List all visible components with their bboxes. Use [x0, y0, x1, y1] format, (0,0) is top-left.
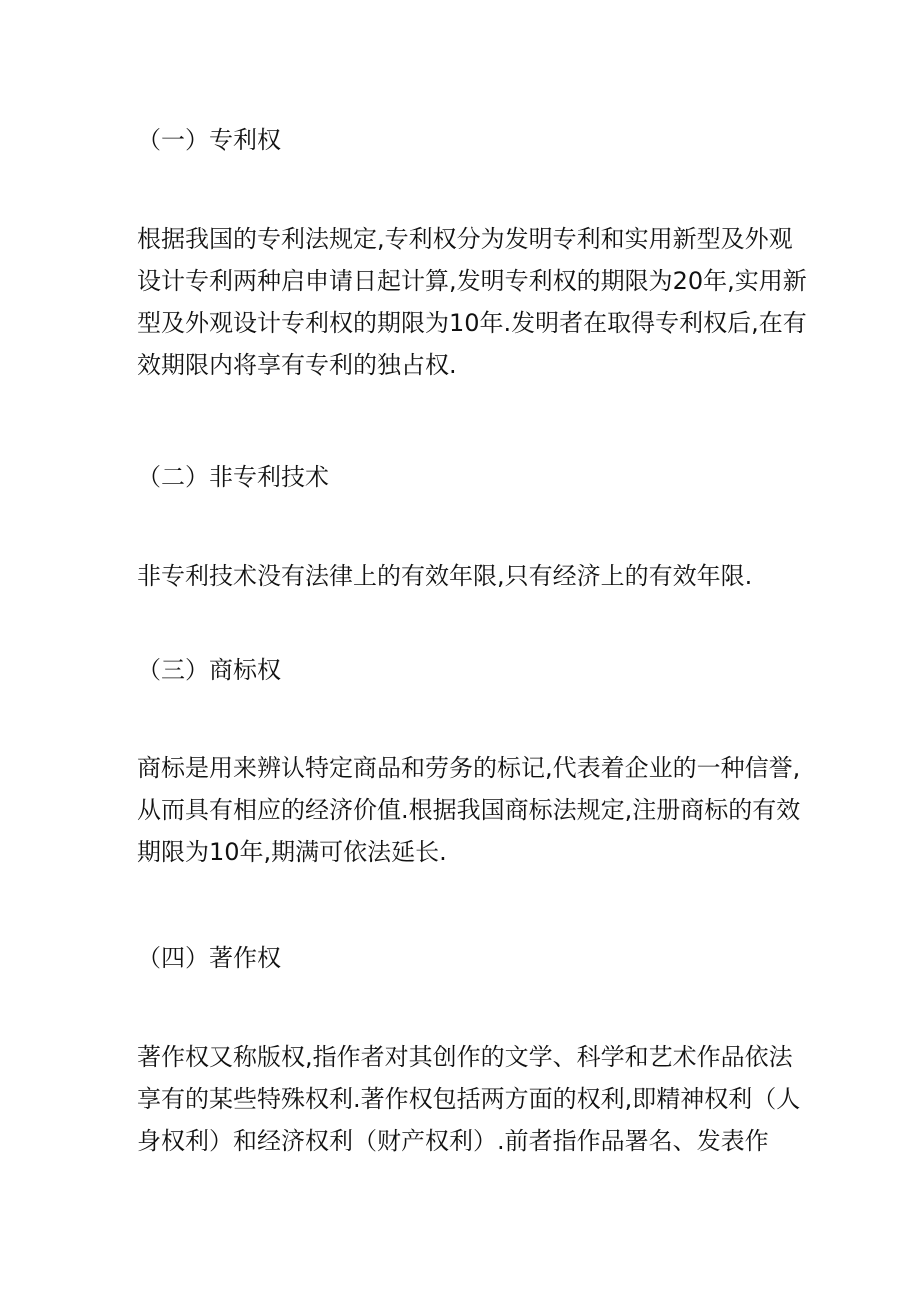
body-line: 根据我国的专利法规定,专利权分为发明专利和实用新型及外观 [137, 225, 793, 253]
body-line: 身权利）和经济权利（财产权利）.前者指作品署名、发表作 [137, 1127, 769, 1155]
section-body-copyright [137, 1036, 801, 1162]
section-body-trademark [137, 747, 801, 873]
body-line: 著作权又称版权,指作者对其创作的文学、科学和艺术作品依法 [137, 1043, 793, 1071]
section-body-patent [137, 218, 807, 386]
body-line: 效期限内将享有专利的独占权. [137, 351, 457, 379]
body-line: 非专利技术没有法律上的有效年限,只有经济上的有效年限. [137, 562, 753, 590]
body-line: 享有的某些特殊权利.著作权包括两方面的权利,即精神权利（人 [137, 1085, 801, 1113]
section-heading-copyright: （四）著作权 [137, 944, 281, 972]
body-line: 期限为10年,期满可依法延长. [137, 838, 447, 866]
body-line: 设计专利两种启申请日起计算,发明专利权的期限为20年,实用新 [137, 267, 807, 295]
body-line: 商标是用来辨认特定商品和劳务的标记,代表着企业的一种信誉, [137, 754, 801, 782]
body-line: 从而具有相应的经济价值.根据我国商标法规定,注册商标的有效 [137, 796, 801, 824]
section-heading-patent: （一）专利权 [137, 126, 281, 154]
body-line: 型及外观设计专利权的期限为10年.发明者在取得专利权后,在有 [137, 309, 807, 337]
section-heading-trademark: （三）商标权 [137, 656, 281, 684]
section-body-non-patent-tech [137, 555, 787, 597]
section-heading-non-patent-tech: （二）非专利技术 [137, 463, 329, 491]
